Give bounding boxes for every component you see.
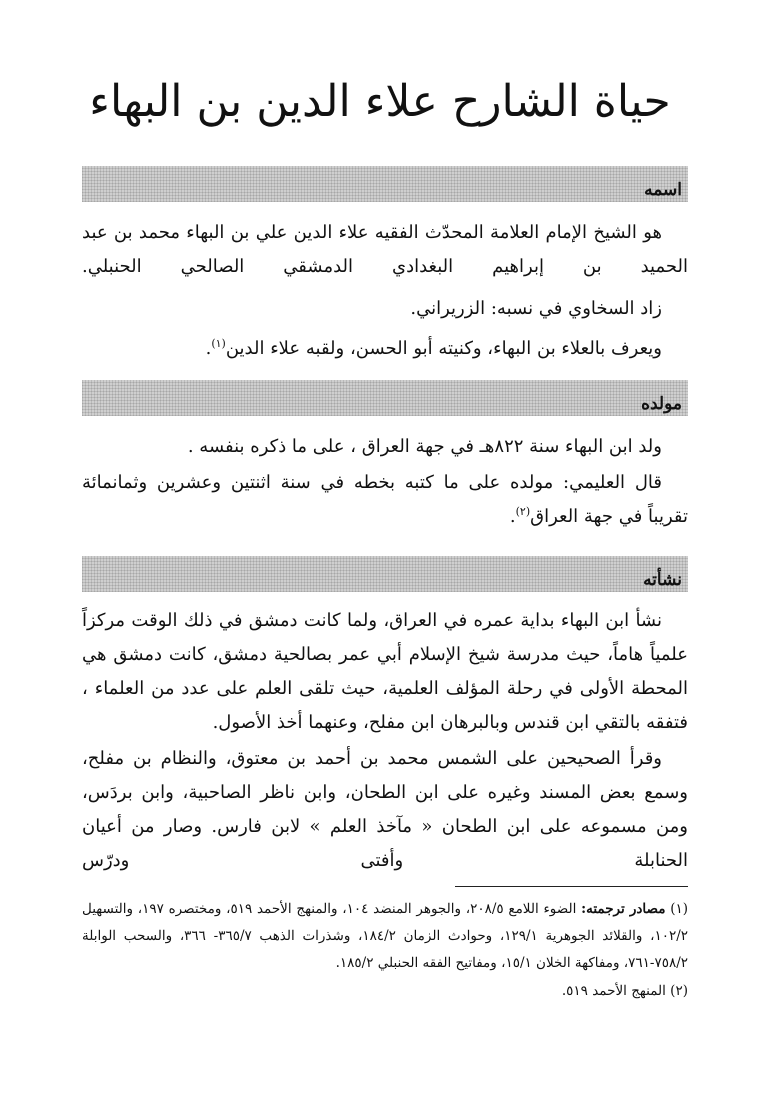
page-title: حياة الشارح علاء الدين بن البهاء [89, 76, 671, 127]
footnote-1 [82, 896, 688, 977]
footnote-2-text: المنهج الأحمد ٥١٩. [561, 983, 666, 999]
footnote-separator [455, 886, 688, 887]
footnote-ref-1[interactable]: (١) [211, 337, 226, 350]
name-paragraph-3: ويعرف بالعلاء بن البهاء، وكنيته أبو الحسن، ولقبه علاء الدين$^{(١)}$. [205, 337, 662, 359]
section-heading-upbringing: نشأته [643, 570, 682, 590]
birth-paragraph-1: ولد ابن البهاء سنة ٨٢٢هـ في جهة العراق ، على ما ذكره بنفسه . [187, 436, 662, 457]
upbringing-paragraph-1: نشأ ابن البهاء بداية عمره في العراق، ولما كانت دمشق في ذلك الوقت مركزاً علمياً هاماً، حيث مدرسة شيخ الإسلام أبي عمر بصالحية دمشق، كانت دمشق هي المحطة الأولى في رحلة المؤلف العلمية، حيث تلقى العلم على عدد من العلماء ، فتفقه بالتقي ابن قندس وبالبرهان ابن مفلح، وعنهما أخذ الأصول. [82, 610, 688, 733]
footnote-1-label: مصادر ترجمته: [581, 901, 666, 917]
footnote-1-number: (١) [670, 901, 689, 917]
section-heading-name: اسمه [644, 180, 682, 200]
footnote-2 [82, 978, 688, 1005]
section-header-name [82, 166, 688, 202]
name-paragraph-2: زاد السخاوي في نسبه: الزريراني. [410, 298, 662, 319]
section-header-birth [82, 380, 688, 416]
birth-paragraph-2: قال العليمي: مولده على ما كتبه بخطه في سنة اثنتين وعشرين وثمانمائة تقريباً في جهة العراق$^{(٢)}$. [82, 472, 688, 527]
upbringing-paragraph-2: وقرأ الصحيحين على الشمس محمد بن أحمد بن معتوق، والنظام بن مفلح، وسمع بعض المسند وغيره على ابن الطحان، وابن ناظر الصاحبية، وابن بردَس، ومن مسموعه على ابن الطحان « مآخذ العلم » لابن فارس. وصار من أعيان الحنابلة وأفتى ودرّس [82, 748, 688, 871]
name-paragraph-1: هو الشيخ الإمام العلامة المحدّث الفقيه علاء الدين علي بن البهاء محمد بن عبد الحميد بن إبراهيم البغدادي الدمشقي الصالحي الحنبلي. [82, 222, 688, 277]
section-heading-birth: مولده [641, 394, 682, 414]
footnote-ref-2[interactable]: (٢) [515, 505, 531, 518]
footnote-1-text: الضوء اللامع ٢٠٨/٥، والجوهر المنضد ١٠٤، والمنهج الأحمد ٥١٩، ومختصره ١٩٧، والتسهيل ١٠٢/٢، والقلائد الجوهرية ١٢٩/١، وحوادث الزمان ١٨٤/٢، وشذرات الذهب ٣٦٥/٧- ٣٦٦، والسحب الوابلة ٧٥٨/٢-٧٦١، ومفاكهة الخلان ١٥/١، ومفاتيح الفقه الحنبلي ١٨٥/٢. [82, 901, 688, 971]
footnote-2-number: (٢) [670, 983, 688, 999]
section-header-upbringing [82, 556, 688, 592]
